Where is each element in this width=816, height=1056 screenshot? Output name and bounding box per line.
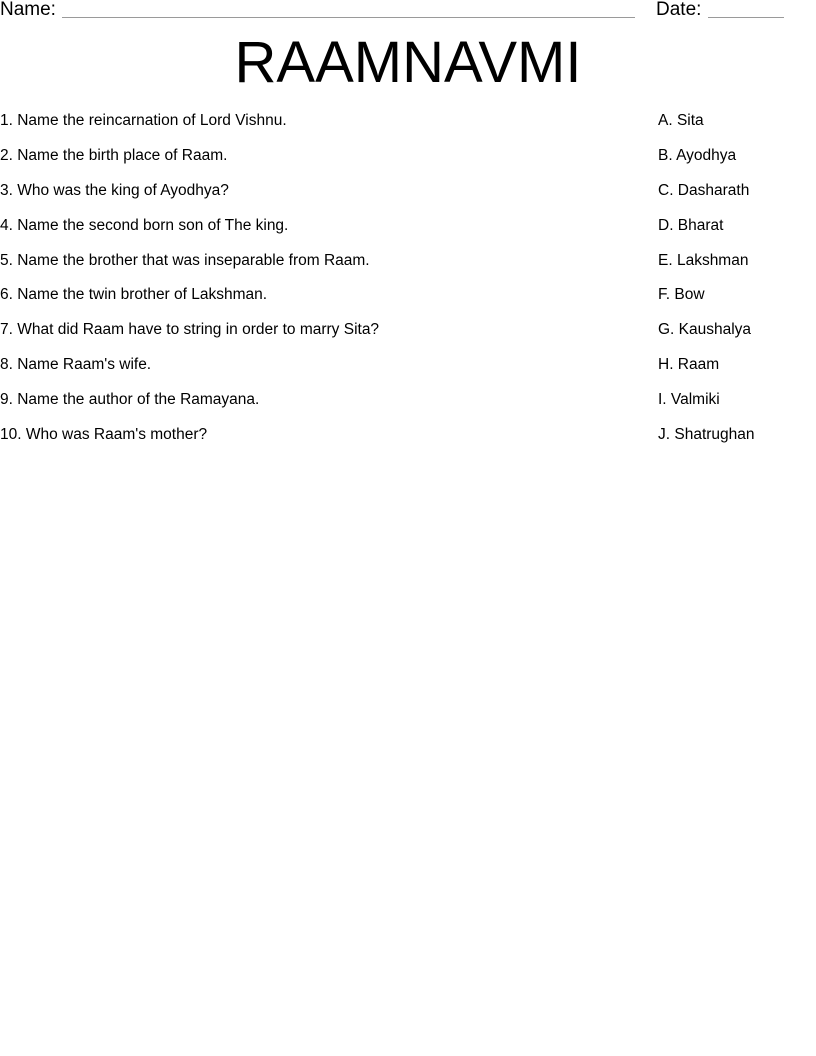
- question-item: 10. Who was Raam's mother?: [0, 426, 208, 444]
- question-item: 3. Who was the king of Ayodhya?: [0, 181, 229, 199]
- question-item: 9. Name the author of the Ramayana.: [0, 391, 260, 409]
- question-item: 6. Name the twin brother of Lakshman.: [0, 286, 268, 304]
- question-item: 1. Name the reincarnation of Lord Vishnu.: [0, 112, 287, 129]
- question-item: 4. Name the second born son of The king.: [0, 216, 289, 234]
- header: [0, 0, 816, 22]
- answer-list: [658, 111, 816, 460]
- answer-item: J. Shatrughan: [658, 426, 755, 444]
- question-item: 2. Name the birth place of Raam.: [0, 146, 228, 164]
- question-item: 7. What did Raam have to string in order to marry Sita?: [0, 321, 380, 339]
- date-label: Date:: [656, 0, 702, 20]
- answer-item: C. Dasharath: [658, 181, 750, 199]
- question-item: 5. Name the brother that was inseparable from Raam.: [0, 251, 370, 269]
- question-item: 8. Name Raam's wife.: [0, 356, 152, 374]
- question-list: [0, 111, 640, 460]
- answer-item: A. Sita: [658, 112, 704, 129]
- answer-item: E. Lakshman: [658, 251, 749, 269]
- answer-item: D. Bharat: [658, 216, 724, 234]
- answer-item: F. Bow: [658, 286, 705, 304]
- name-label: Name:: [0, 0, 56, 20]
- answer-item: I. Valmiki: [658, 391, 720, 409]
- date-blank-line: [708, 17, 784, 18]
- name-blank-line: [62, 17, 635, 18]
- answer-item: G. Kaushalya: [658, 321, 752, 339]
- answer-item: H. Raam: [658, 356, 720, 374]
- answer-item: B. Ayodhya: [658, 146, 737, 164]
- page-title: RAAMNAVMI: [234, 30, 582, 95]
